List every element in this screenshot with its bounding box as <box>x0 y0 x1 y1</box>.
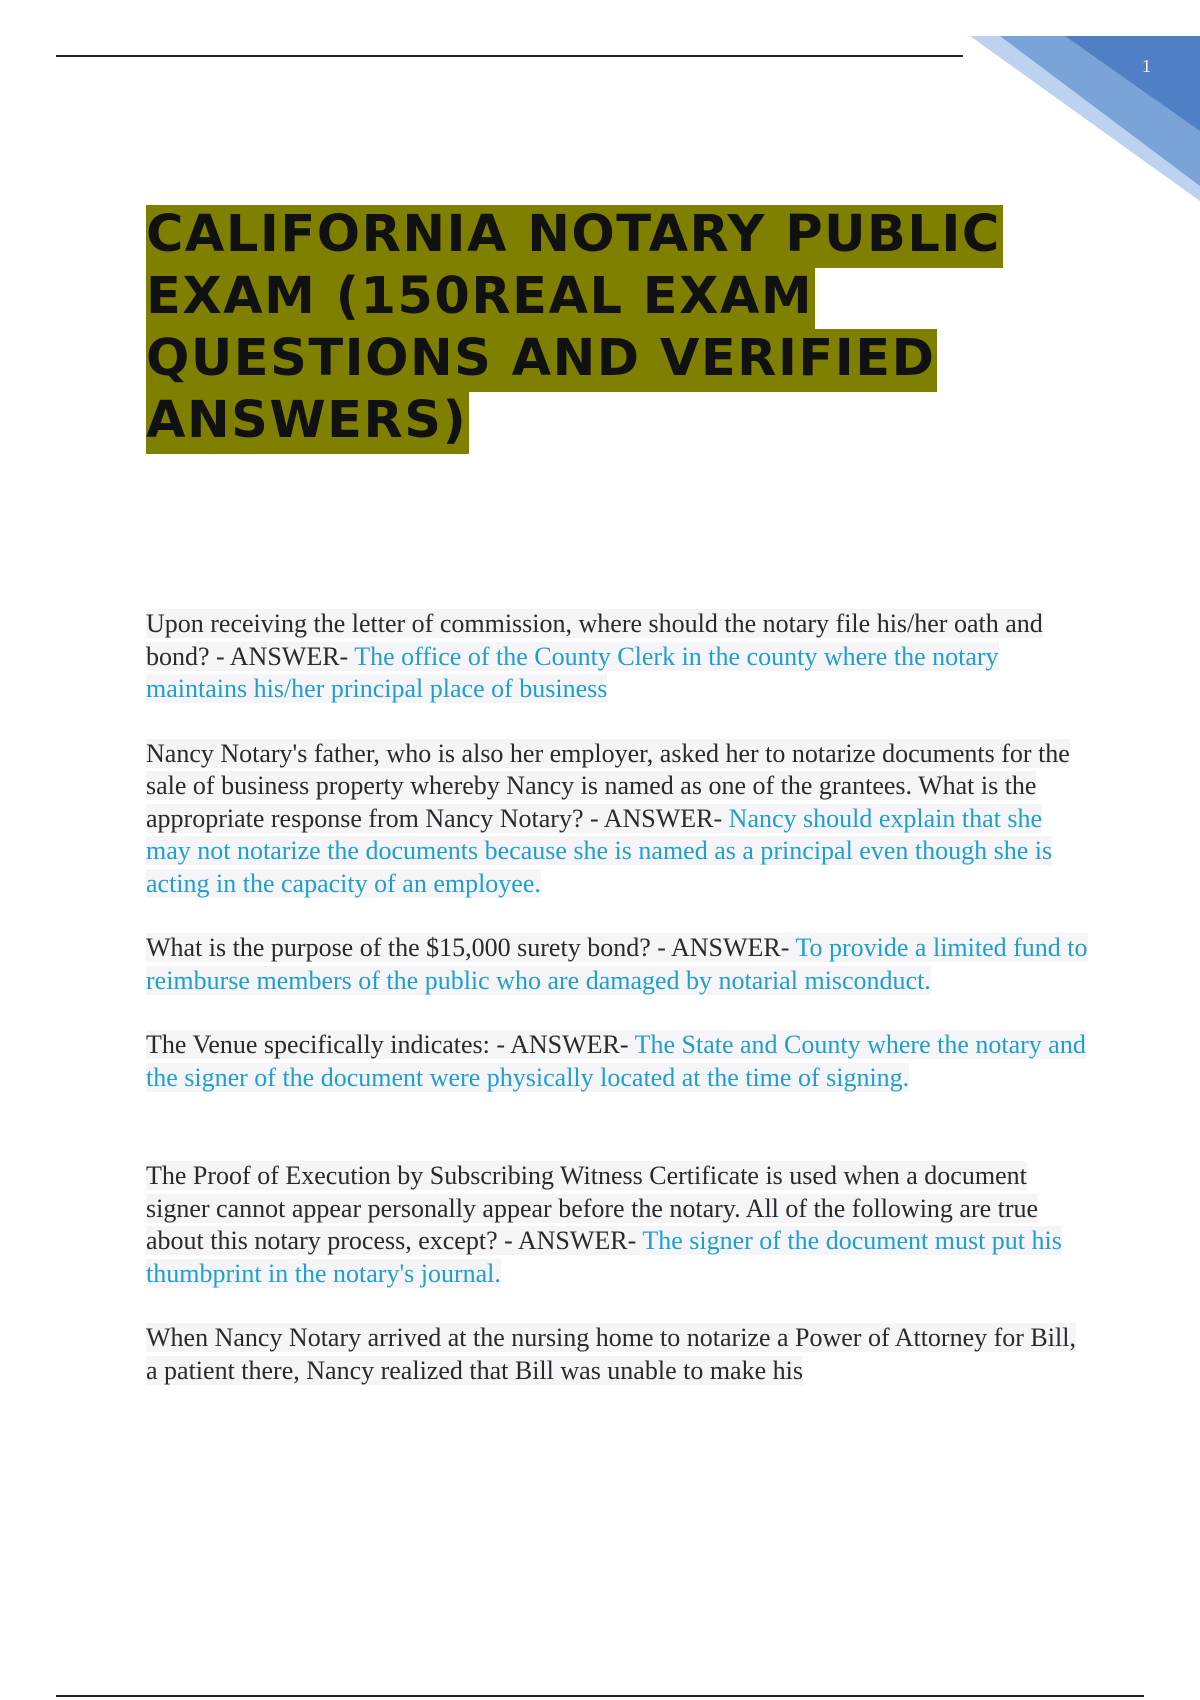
qa-item <box>146 608 1092 706</box>
question-text: The Venue specifically indicates: <box>146 1030 490 1059</box>
question-text: Upon receiving the letter of commission, where should the notary file his/her oath and bond? <box>146 609 1043 671</box>
title-line: QUESTIONS AND VERIFIED <box>146 329 937 392</box>
answer-text: To provide a limited fund to reimburse members of the public who are damaged by notarial misconduct. <box>146 933 1088 995</box>
question-text: When Nancy Notary arrived at the nursing home to notarize a Power of Attorney for Bill, a patient there, Nancy realized that Bill was unable to make his <box>146 1323 1076 1385</box>
answer-label: - ANSWER- <box>497 1226 643 1255</box>
qa-item <box>146 1029 1092 1094</box>
answer-label: - ANSWER- <box>489 1030 635 1059</box>
answer-text: The office of the County Clerk in the county where the notary maintains his/her principal place of business <box>146 641 999 703</box>
footer-rule <box>56 1695 1144 1697</box>
qa-list <box>146 608 1092 1387</box>
title-line: ANSWERS) <box>146 391 469 454</box>
title-line: CALIFORNIA NOTARY PUBLIC <box>146 205 1003 268</box>
page-number: 1 <box>1142 56 1151 76</box>
qa-item <box>146 1322 1092 1387</box>
qa-item <box>146 1160 1092 1290</box>
header-rule <box>56 55 963 57</box>
answer-text: Nancy should explain that she may not notarize the documents because she is named as a principal even though she is acting in the capacity of an employee. <box>146 803 1053 898</box>
document-title <box>146 204 1046 452</box>
answer-text: The State and County where the notary and the signer of the document were physically located at the time of signing. <box>146 1030 1086 1092</box>
question-text: Nancy Notary's father, who is also her employer, asked her to notarize documents for the sale of business property whereby Nancy is named as one of the grantees. What is the appropriate response from Nancy Notary? <box>146 738 1070 833</box>
qa-item <box>146 932 1092 997</box>
corner-decoration <box>970 36 1200 201</box>
answer-label: - ANSWER- <box>209 641 355 671</box>
qa-item <box>146 738 1092 901</box>
answer-label: - ANSWER- <box>650 933 796 962</box>
question-text: The Proof of Execution by Subscribing Witness Certificate is used when a document signer cannot appear personally appear before the notary. All of the following are true about this notary process, except? <box>146 1161 1039 1255</box>
answer-text: The signer of the document must put his thumbprint in the notary's journal. <box>146 1226 1062 1288</box>
answer-label: - ANSWER- <box>583 803 729 833</box>
title-line: EXAM (150REAL EXAM <box>146 267 815 330</box>
question-text: What is the purpose of the $15,000 surety bond? <box>146 933 651 962</box>
